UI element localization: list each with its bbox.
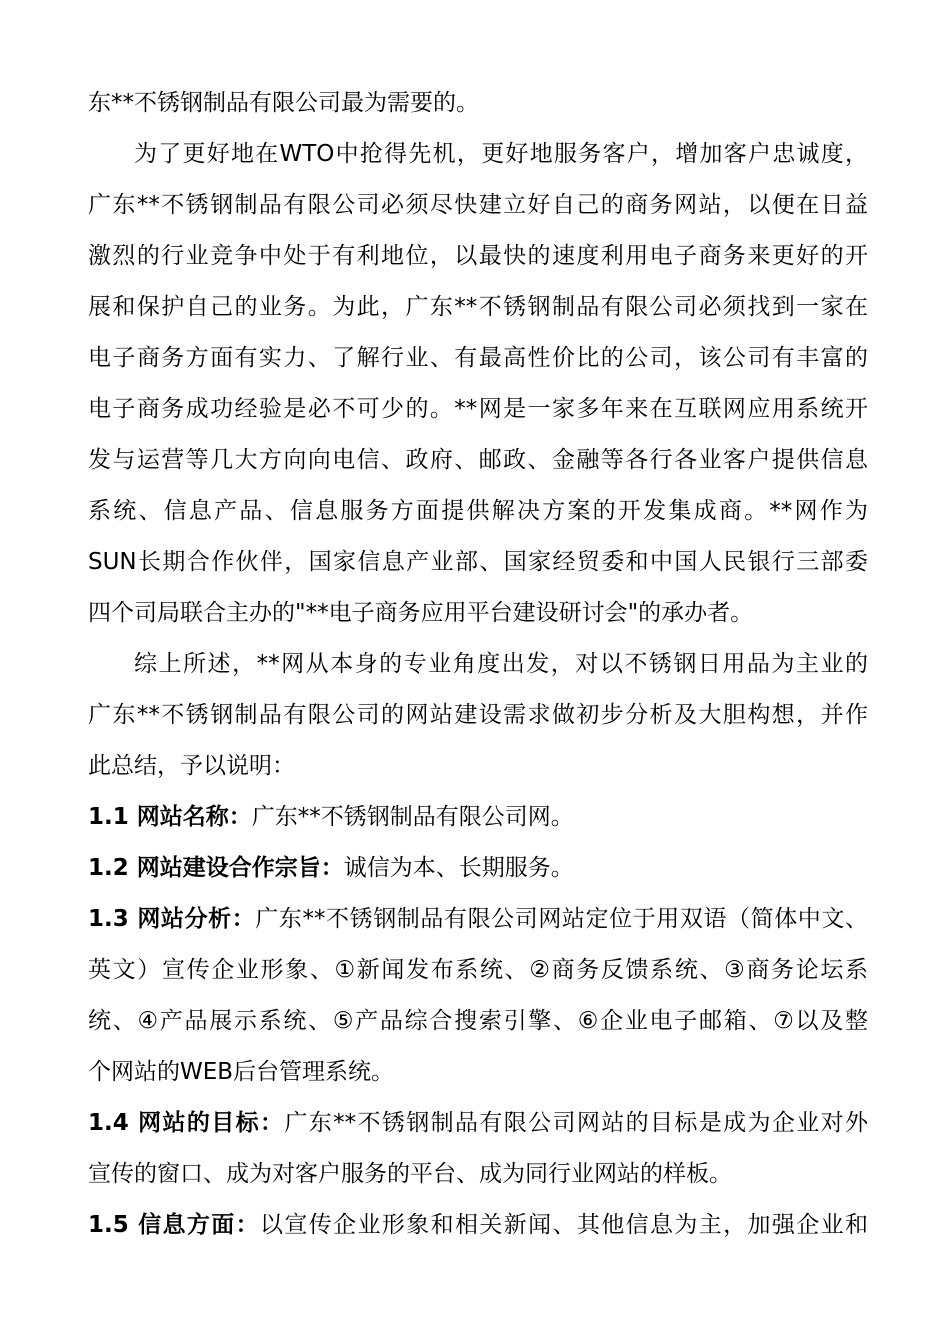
paragraph-line: 四个司局联合主办的"**电子商务应用平台建设研讨会"的承办者。 bbox=[88, 600, 754, 626]
section-text: 诚信为本、长期服务。 bbox=[343, 855, 574, 881]
section-text: 广东**不锈钢制品有限公司网站的目标是成为企业对外 bbox=[284, 1110, 868, 1136]
section-1-4-line: 宣传的窗口、成为对客户服务的平台、成为同行业网站的样板。 bbox=[88, 1161, 732, 1187]
paragraph-line: 为了更好地在WTO中抢得先机，更好地服务客户，增加客户忠诚度， bbox=[134, 141, 868, 167]
paragraph-line: 广东**不锈钢制品有限公司必须尽快建立好自己的商务网站，以便在日益 bbox=[88, 192, 868, 218]
paragraph-line: 展和保护自己的业务。为此，广东**不锈钢制品有限公司必须找到一家在 bbox=[88, 294, 868, 320]
document-page bbox=[88, 78, 868, 1251]
section-text: 以宣传企业形象和相关新闻、其他信息为主，加强企业和 bbox=[260, 1212, 868, 1238]
paragraph-line: SUN长期合作伙伴，国家信息产业部、国家经贸委和中国人民银行三部委 bbox=[88, 549, 868, 575]
paragraph-line: 东**不锈钢制品有限公司最为需要的。 bbox=[88, 90, 479, 116]
section-1-1 bbox=[88, 792, 868, 843]
paragraph-line: 广东**不锈钢制品有限公司的网站建设需求做初步分析及大胆构想，并作 bbox=[88, 702, 868, 728]
section-heading: 1.1 网站名称： bbox=[88, 804, 252, 830]
section-1-3-line: 英文）宣传企业形象、①新闻发布系统、②商务反馈系统、③商务论坛系 bbox=[88, 957, 868, 983]
section-text: 广东**不锈钢制品有限公司网站定位于用双语（简体中文、 bbox=[255, 906, 868, 932]
paragraph-line: 此总结，予以说明： bbox=[88, 753, 295, 779]
section-heading: 1.2 网站建设合作宗旨： bbox=[88, 855, 344, 881]
paragraph-line: 电子商务成功经验是必不可少的。**网是一家多年来在互联网应用系统开 bbox=[88, 396, 868, 422]
section-text: 广东**不锈钢制品有限公司网。 bbox=[251, 804, 574, 830]
section-heading: 1.3 网站分析： bbox=[88, 906, 256, 932]
paragraph-line: 发与运营等几大方向向电信、政府、邮政、金融等各行各业客户提供信息 bbox=[88, 447, 868, 473]
paragraph-line: 综上所述，**网从本身的专业角度出发，对以不锈钢日用品为主业的 bbox=[134, 651, 868, 677]
section-1-3-line: 统、④产品展示系统、⑤产品综合搜索引擎、⑥企业电子邮箱、⑦以及整 bbox=[88, 1008, 868, 1034]
section-1-4 bbox=[88, 1098, 868, 1149]
paragraph-line: 激烈的行业竞争中处于有利地位，以最快的速度利用电子商务来更好的开 bbox=[88, 243, 868, 269]
section-1-5 bbox=[88, 1200, 868, 1251]
paragraph-line: 电子商务方面有实力、了解行业、有最高性价比的公司，该公司有丰富的 bbox=[88, 345, 868, 371]
section-1-2 bbox=[88, 843, 868, 894]
section-1-3 bbox=[88, 894, 868, 945]
section-heading: 1.5 信息方面： bbox=[88, 1212, 260, 1238]
section-heading: 1.4 网站的目标： bbox=[88, 1110, 285, 1136]
paragraph-line: 系统、信息产品、信息服务方面提供解决方案的开发集成商。**网作为 bbox=[88, 498, 868, 524]
section-1-3-line: 个网站的WEB后台管理系统。 bbox=[88, 1059, 395, 1085]
